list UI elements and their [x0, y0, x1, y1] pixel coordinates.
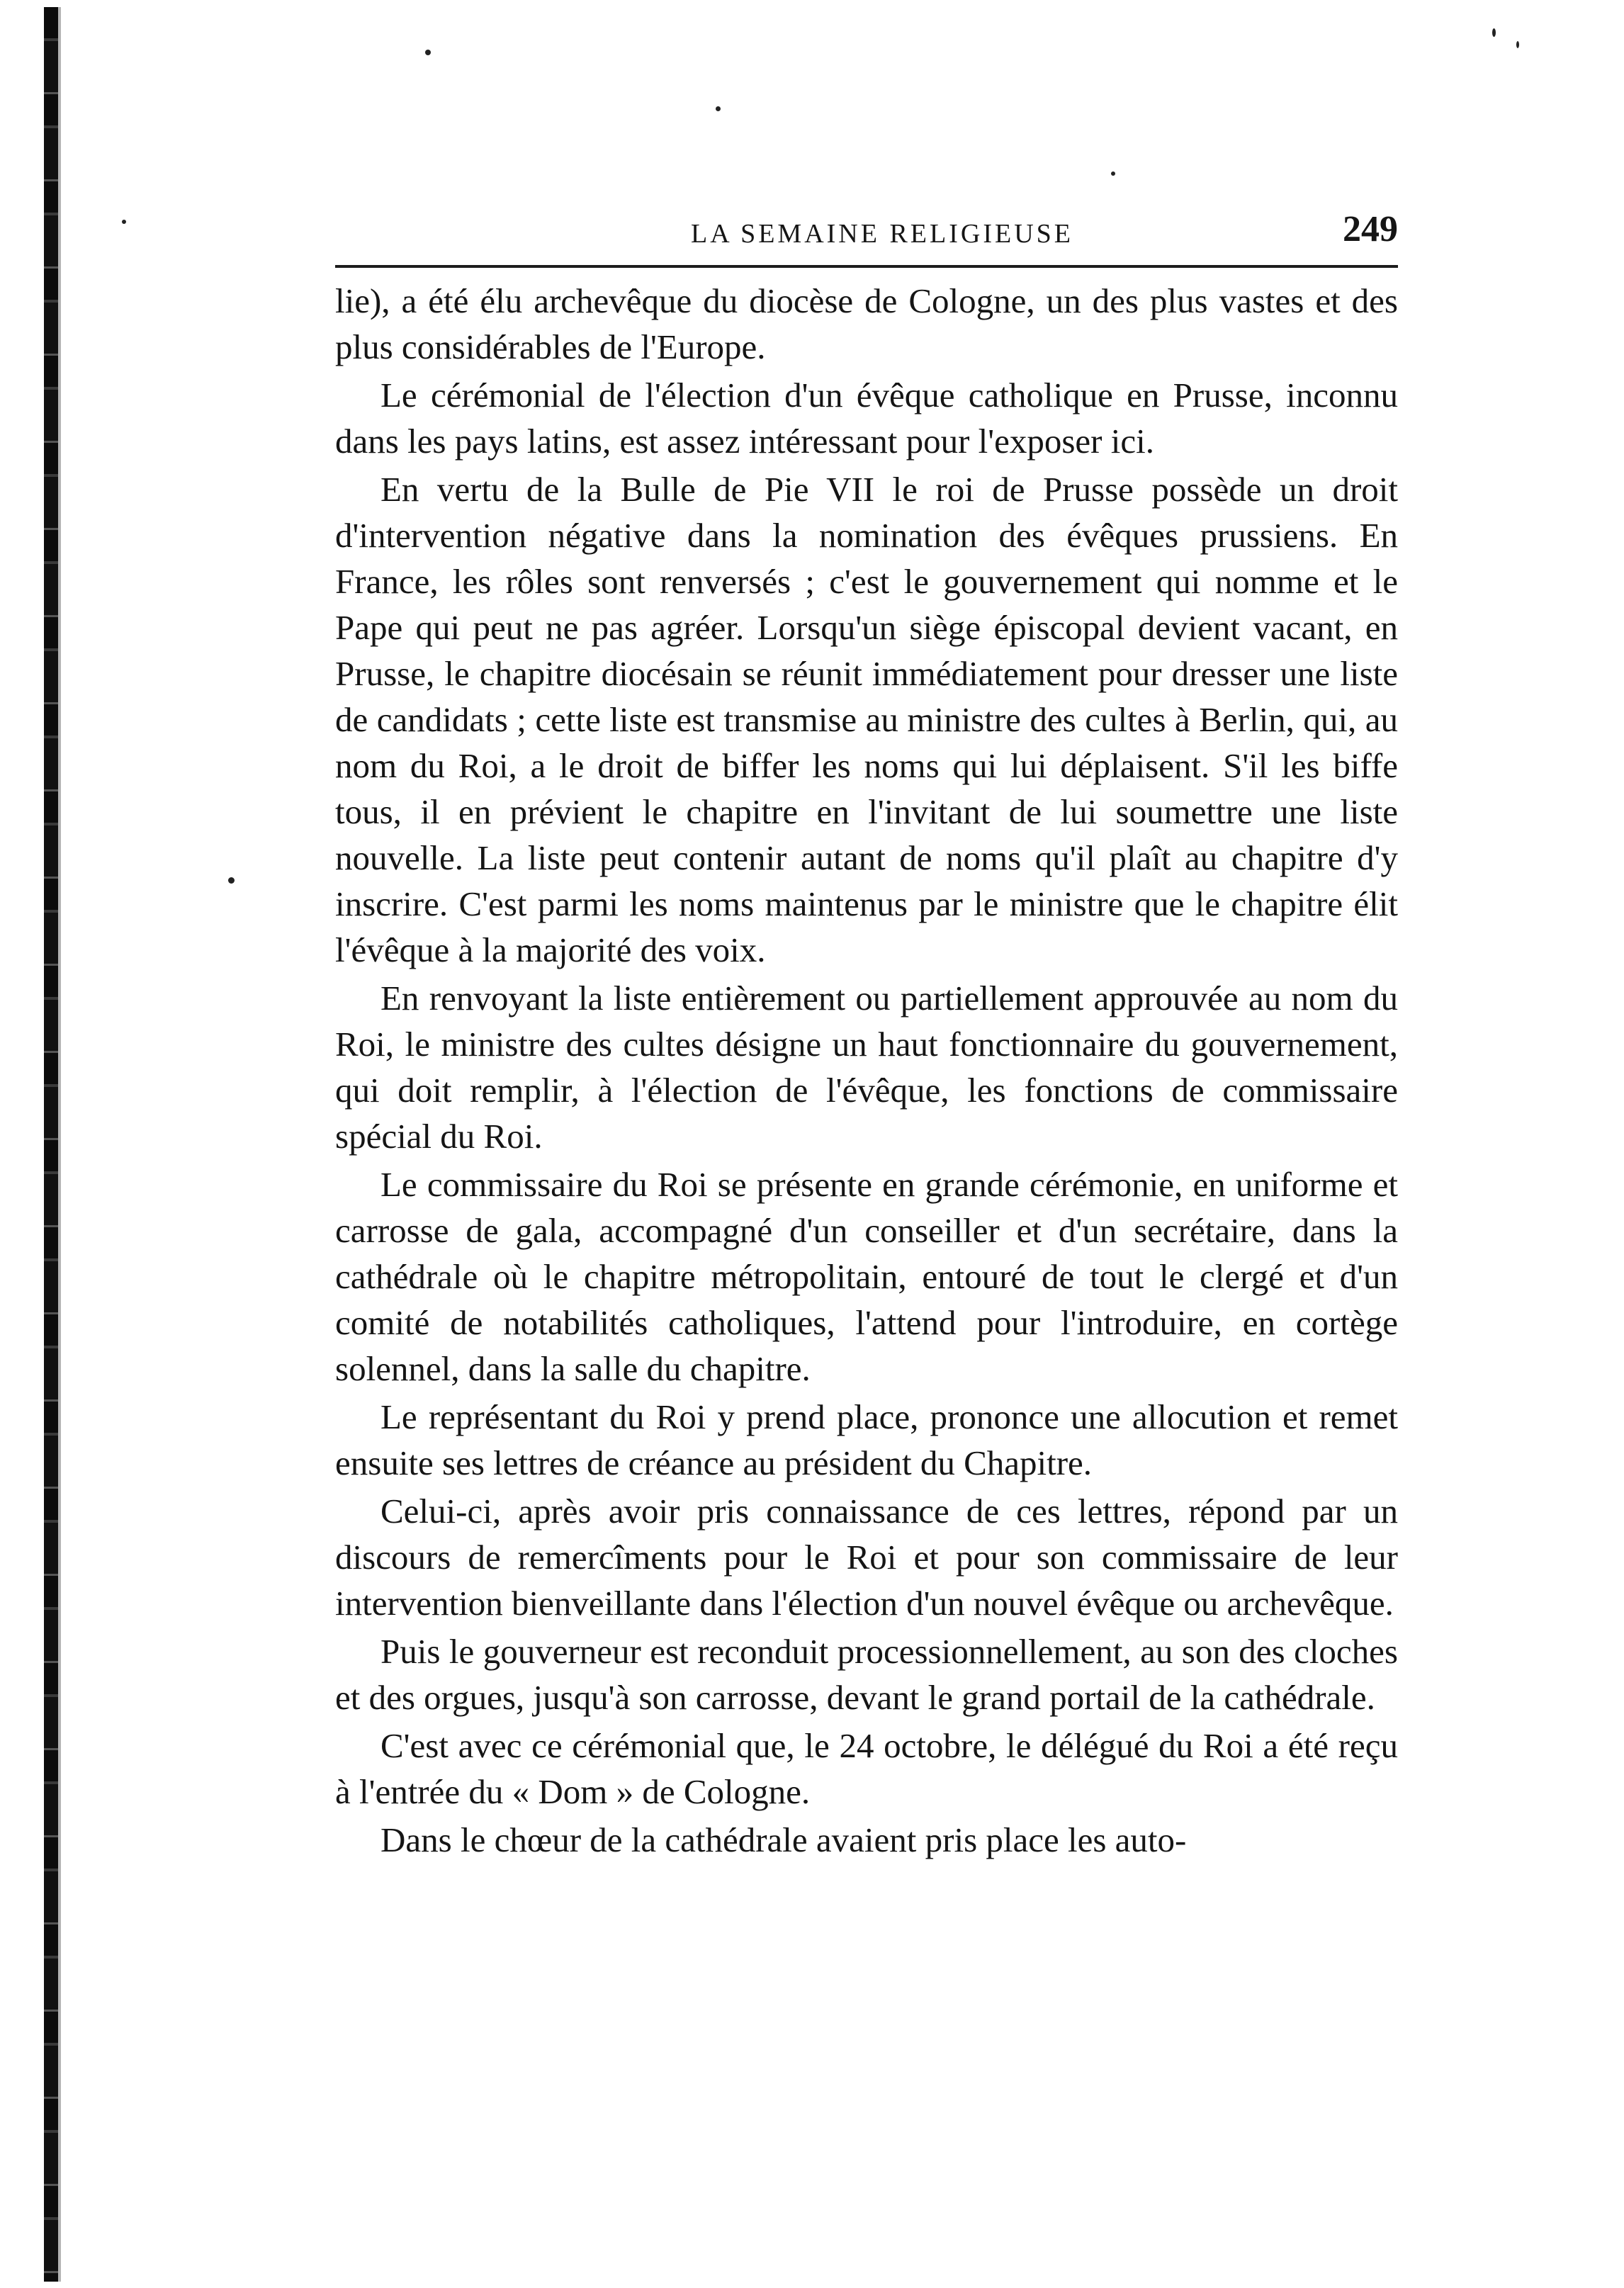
page-number: 249	[1343, 209, 1398, 249]
paragraph: lie), a été élu archevêque du diocèse de Cologne, un des plus vastes et des plus considérables de l'Europe.	[335, 281, 1398, 366]
paragraph: Dans le chœur de la cathédrale avaient pris place les auto-	[380, 1820, 1187, 1859]
paragraph: En renvoyant la liste entièrement ou partiellement approuvée au nom du Roi, le ministre des cultes désigne un haut fonctionnaire du gouvernement, qui doit remplir, à l'élection de l'évêque, les fonctions de commissaire spécial du Roi.	[335, 979, 1398, 1156]
ink-speck	[1516, 41, 1519, 48]
paragraph: C'est avec ce cérémonial que, le 24 octobre, le délégué du Roi a été reçu à l'entrée du « Dom » de Cologne.	[335, 1726, 1398, 1811]
page-body	[335, 278, 1398, 1865]
paragraph: Le représentant du Roi y prend place, prononce une allocution et remet ensuite ses lettres de créance au président du Chapitre.	[335, 1397, 1398, 1482]
paragraph: Puis le gouverneur est reconduit processionnellement, au son des cloches et des orgues, jusqu'à son carrosse, devant le grand portail de la cathédrale.	[335, 1632, 1398, 1717]
ink-speck	[1492, 28, 1496, 37]
ink-speck	[716, 106, 721, 111]
running-title: LA SEMAINE RELIGIEUSE	[691, 219, 1073, 249]
book-binding-edge	[44, 7, 58, 2282]
paragraph: Le commissaire du Roi se présente en grande cérémonie, en uniforme et carrosse de gala, accompagné d'un conseiller et d'un secrétaire, dans la cathédrale où le chapitre métropolitain, entouré de tout le clergé et d'un comité de notabilités catholiques, l'attend pour l'introduire, en cortège solennel, dans la salle du chapitre.	[335, 1165, 1398, 1388]
paragraph: Le cérémonial de l'élection d'un évêque catholique en Prusse, inconnu dans les pays latins, est assez intéressant pour l'exposer ici.	[335, 376, 1398, 461]
paragraph: En vertu de la Bulle de Pie VII le roi de Prusse possède un droit d'intervention négative dans la nomination des évêques prussiens. En France, les rôles sont renversés ; c'est le gouvernement qui nomme et le Pape qui peut ne pas agréer. Lorsqu'un siège épiscopal devient vacant, en Prusse, le chapitre diocésain se réunit immédiatement pour dresser une liste de candidats ; cette liste est transmise au ministre des cultes à Berlin, qui, au nom du Roi, a le droit de biffer les noms qui lui déplaisent. S'il les biffe tous, il en prévient le chapitre en l'invitant de lui soumettre une liste nouvelle. La liste peut contenir autant de noms qu'il plaît au chapitre d'y inscrire. C'est parmi les noms maintenus par le ministre que le chapitre élit l'évêque à la majorité des voix.	[335, 470, 1398, 969]
ink-speck	[1111, 171, 1115, 176]
ink-speck	[122, 220, 126, 224]
binding-shadow	[58, 7, 61, 2282]
ink-speck	[425, 50, 431, 55]
ink-speck	[228, 877, 235, 884]
header-rule	[335, 265, 1398, 268]
page-header	[335, 209, 1398, 255]
paragraph: Celui-ci, après avoir pris connaissance de ces lettres, répond par un discours de remercîments pour le Roi et pour son commissaire de leur intervention bienveillante dans l'élection d'un nouvel évêque ou archevêque.	[335, 1492, 1398, 1623]
